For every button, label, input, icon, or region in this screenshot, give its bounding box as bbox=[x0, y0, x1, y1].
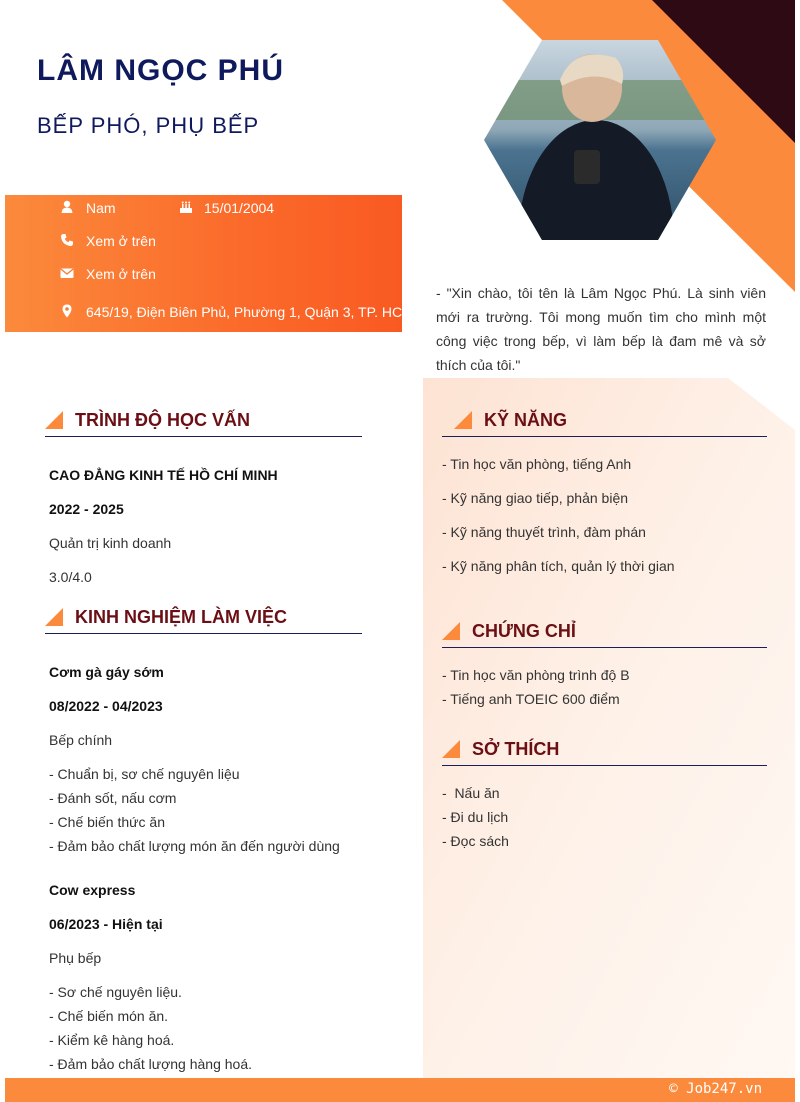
job-task: - Chế biến món ăn. bbox=[49, 1008, 169, 1024]
skill-item: - Kỹ năng thuyết trình, đàm phán bbox=[442, 524, 646, 540]
phone-value: Xem ở trên bbox=[86, 233, 156, 249]
section-triangle-icon bbox=[442, 740, 460, 758]
map-marker-icon bbox=[60, 304, 74, 318]
address-value: 645/19, Điện Biên Phủ, Phường 1, Quận 3, TP. HCM bbox=[86, 304, 414, 320]
job-task: - Đảm bảo chất lượng hàng hoá. bbox=[49, 1056, 253, 1072]
certificate-item: - Tin học văn phòng trình độ B bbox=[442, 667, 630, 683]
section-triangle-icon bbox=[45, 411, 63, 429]
certificates-title: CHỨNG CHỈ bbox=[472, 621, 576, 641]
skill-item: - Kỹ năng giao tiếp, phản biện bbox=[442, 490, 629, 506]
job-task: - Chuẩn bị, sơ chế nguyên liệu bbox=[49, 766, 240, 782]
education-major: Quản trị kinh doanh bbox=[49, 535, 172, 551]
right-panel-background bbox=[423, 378, 795, 1078]
skill-item: - Tin học văn phòng, tiếng Anh bbox=[442, 456, 632, 472]
candidate-name: LÂM NGỌC PHÚ bbox=[37, 54, 284, 87]
gender-value: Nam bbox=[86, 200, 116, 216]
job-task: - Sơ chế nguyên liệu. bbox=[49, 984, 182, 1000]
job-position: Bếp chính bbox=[49, 732, 113, 748]
email-value: Xem ở trên bbox=[86, 266, 156, 282]
certificate-item: - Tiếng anh TOEIC 600 điểm bbox=[442, 691, 620, 707]
job-period: 06/2023 - Hiện tại bbox=[49, 916, 163, 932]
job-position: Phụ bếp bbox=[49, 950, 102, 966]
education-title: TRÌNH ĐỘ HỌC VẤN bbox=[75, 410, 250, 430]
section-triangle-icon bbox=[442, 622, 460, 640]
footer-bar bbox=[5, 1078, 795, 1102]
job-task: - Đảm bảo chất lượng món ăn đến người dùng bbox=[49, 838, 340, 854]
education-school: CAO ĐẲNG KINH TẾ HỒ CHÍ MINH bbox=[49, 467, 278, 483]
section-triangle-icon bbox=[45, 608, 63, 626]
section-triangle-icon bbox=[454, 411, 472, 429]
birthday-value: 15/01/2004 bbox=[204, 200, 275, 216]
education-divider bbox=[45, 436, 362, 437]
certificates-divider bbox=[442, 647, 767, 648]
hobby-item: - Đọc sách bbox=[442, 833, 509, 849]
job-period: 08/2022 - 04/2023 bbox=[49, 698, 163, 714]
education-period: 2022 - 2025 bbox=[49, 501, 124, 517]
profile-photo bbox=[484, 40, 716, 240]
intro-text: - "Xin chào, tôi tên là Lâm Ngọc Phú. Là sinh viên mới ra trường. Tôi mong muốn tìm cho mình một công việc trong bếp, vì làm bếp là đam mê và sở thích của tôi." bbox=[436, 285, 766, 373]
education-gpa: 3.0/4.0 bbox=[49, 569, 92, 585]
skills-title: KỸ NĂNG bbox=[484, 410, 568, 430]
hobby-item: - Đi du lịch bbox=[442, 809, 509, 825]
job-task: - Đánh sốt, nấu cơm bbox=[49, 790, 177, 806]
candidate-role: BẾP PHÓ, PHỤ BẾP bbox=[37, 113, 260, 138]
hobbies-title: SỞ THÍCH bbox=[472, 739, 560, 759]
skill-item: - Kỹ năng phân tích, quản lý thời gian bbox=[442, 558, 675, 574]
phone-icon bbox=[60, 233, 74, 247]
user-icon bbox=[60, 200, 74, 214]
experience-title: KINH NGHIỆM LÀM VIỆC bbox=[75, 607, 288, 627]
job-task: - Kiểm kê hàng hoá. bbox=[49, 1032, 175, 1048]
hobby-item: - Nấu ăn bbox=[442, 785, 500, 801]
footer-watermark: © Job247.vn bbox=[669, 1081, 762, 1097]
envelope-icon bbox=[60, 266, 74, 280]
experience-divider bbox=[45, 633, 362, 634]
job-task: - Chế biến thức ăn bbox=[49, 814, 165, 830]
hobbies-divider bbox=[442, 765, 767, 766]
skills-divider bbox=[442, 436, 767, 437]
job-company: Cow express bbox=[49, 882, 136, 898]
birthday-cake-icon bbox=[179, 200, 193, 214]
job-company: Cơm gà gáy sớm bbox=[49, 664, 164, 680]
contact-info-box bbox=[5, 195, 414, 332]
